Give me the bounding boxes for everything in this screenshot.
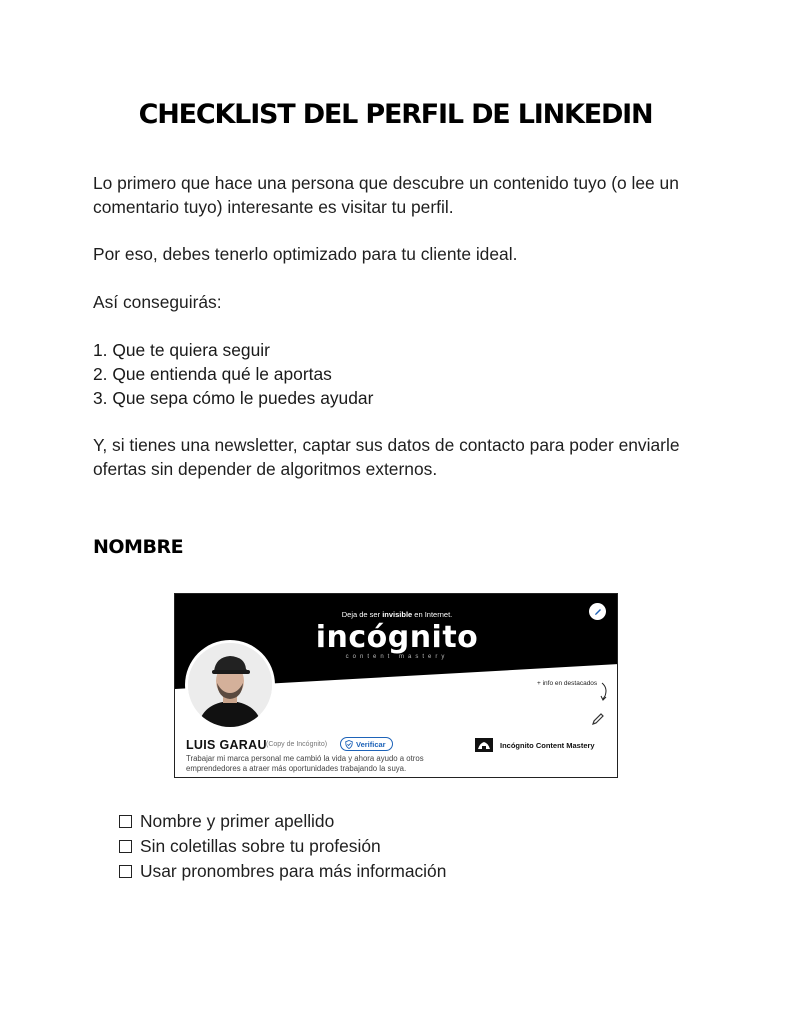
brand-logo: incógnito <box>315 620 479 655</box>
linkedin-profile-card <box>174 593 618 778</box>
profile-name: LUIS GARAU <box>186 738 267 752</box>
intro-paragraph: Y, si tienes una newsletter, captar sus datos de contacto para poder enviarle ofertas sin depender de algoritmos externos. <box>93 435 680 479</box>
edit-banner-button[interactable] <box>589 603 606 620</box>
list-item: 1. Que te quiera seguir <box>93 340 270 360</box>
avatar[interactable] <box>185 640 275 730</box>
benefits-list <box>93 338 373 410</box>
verify-button[interactable] <box>340 737 393 751</box>
banner-tagline: Deja de ser invisible en Internet. <box>341 610 453 619</box>
brand-subtitle: content mastery <box>345 654 449 660</box>
intro-paragraph: Lo primero que hace una persona que descubre un contenido tuyo (o lee un comentario tuyo) interesante es visitar tu perfil. <box>93 173 679 217</box>
checklist <box>119 809 446 884</box>
checklist-item[interactable]: Sin coletillas sobre tu profesión <box>119 834 446 859</box>
intro-paragraph: Por eso, debes tenerlo optimizado para tu cliente ideal. <box>93 244 518 264</box>
avatar-photo <box>188 643 272 727</box>
name-note: (Copy de Incógnito) <box>266 741 328 748</box>
checklist-item[interactable]: Nombre y primer apellido <box>119 809 446 834</box>
checkbox[interactable] <box>119 815 132 828</box>
list-item: 3. Que sepa cómo le puedes ayudar <box>93 388 374 408</box>
section-title: NOMBRE <box>93 536 184 558</box>
list-item: 2. Que entienda qué le aportas <box>93 364 332 384</box>
shield-check-icon <box>345 740 353 749</box>
verify-label: Verificar <box>356 739 386 749</box>
info-note: + info en destacados <box>537 680 598 687</box>
pencil-icon[interactable] <box>591 712 605 726</box>
intro-paragraph: Así conseguirás: <box>93 292 222 312</box>
checkbox[interactable] <box>119 865 132 878</box>
curl-arrow-icon <box>599 682 609 702</box>
company-link[interactable] <box>475 738 595 752</box>
company-logo-icon <box>475 738 493 752</box>
checkbox[interactable] <box>119 840 132 853</box>
checklist-item[interactable]: Usar pronombres para más información <box>119 859 446 884</box>
company-name: Incógnito Content Mastery <box>500 740 595 750</box>
page-title: CHECKLIST DEL PERFIL DE LINKEDIN <box>138 99 653 130</box>
profile-headline: Trabajar mi marca personal me cambió la vida y ahora ayudo a otros emprendedores a atraer más oportunidades trabajando la suya. <box>186 754 424 773</box>
pencil-icon <box>593 607 603 617</box>
